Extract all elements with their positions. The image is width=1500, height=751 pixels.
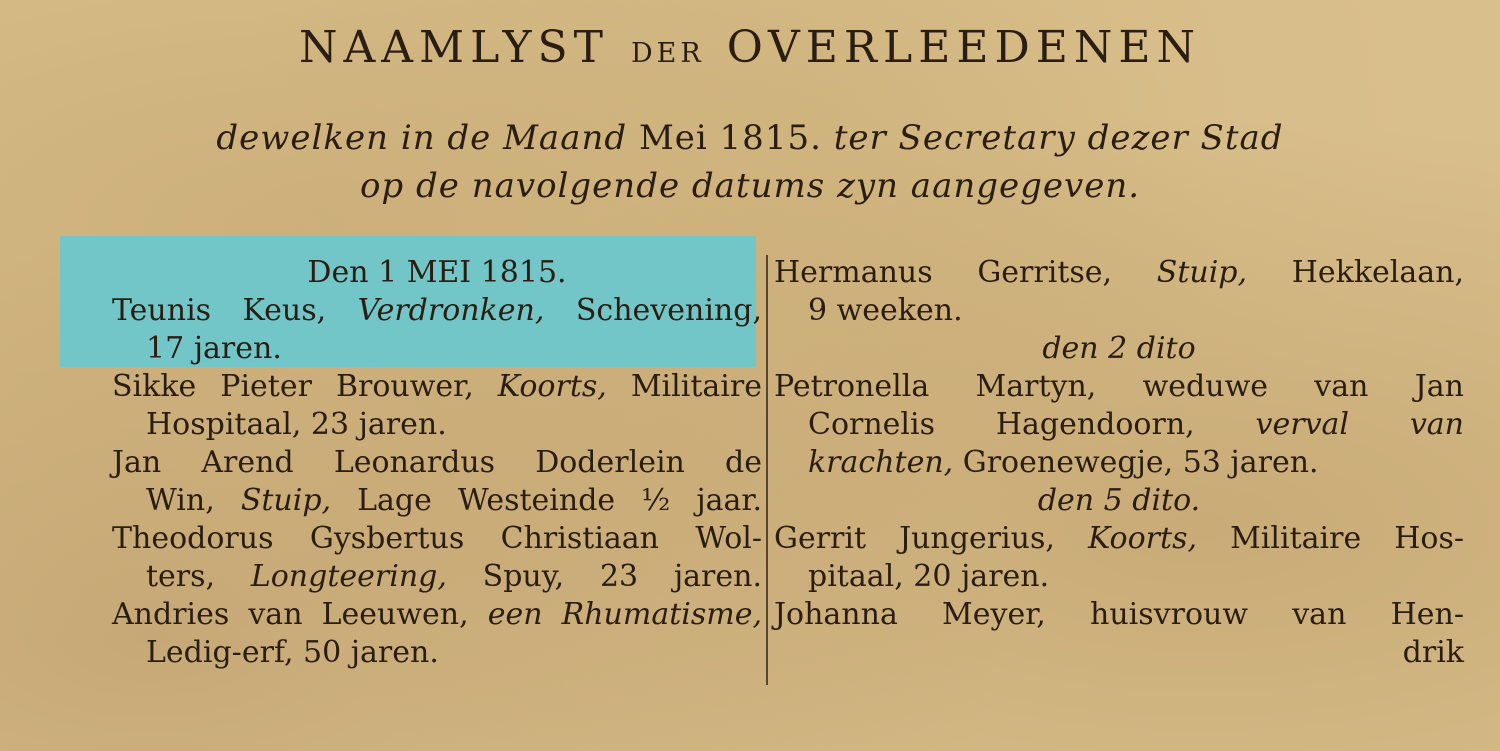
entry-cause: verval van: [1255, 407, 1464, 442]
entry-continuation: pitaal, 20 jaren.: [808, 559, 1050, 594]
entry-cause: Stuip,: [1156, 255, 1248, 290]
entry-cause: Longteering,: [250, 559, 447, 594]
entry-continuation: [774, 444, 1464, 482]
entry-cause: krachten,: [808, 445, 954, 480]
entry-line: [112, 368, 762, 406]
right-column: [774, 254, 1464, 672]
entry-line: Petronella Martyn, weduwe van Jan: [774, 369, 1464, 404]
entry-place: Schevening,: [575, 293, 762, 328]
left-column: [112, 254, 762, 672]
title-part-b: OVERLEEDENEN: [726, 22, 1202, 73]
entry-line: Jan Arend Leonardus Doderlein de: [112, 445, 762, 480]
entry-line: [774, 406, 1464, 444]
subtitle-1a: dewelken in de Maand: [216, 118, 628, 158]
entry-place: Hekkelaan,: [1291, 255, 1464, 290]
date-heading: den 5 dito.: [1037, 483, 1201, 518]
entry-name: ters,: [146, 559, 216, 594]
date-heading: den 2 dito: [1042, 331, 1196, 366]
page-title: [0, 22, 1500, 73]
entry-name: Andries van Leeuwen,: [112, 597, 469, 632]
entry-name: Win,: [146, 483, 215, 518]
column-divider: [766, 255, 768, 685]
subtitle-line-2: op de navolgende datums zyn aangegeven.: [359, 166, 1141, 206]
entry-line: [112, 558, 762, 596]
entry-cause: een Rhumatisme,: [487, 597, 762, 632]
entry-cause: Verdronken,: [357, 293, 545, 328]
entry-line: [774, 520, 1464, 558]
entry-continuation: 9 weeken.: [808, 293, 963, 328]
entry-place: Lage Westeinde ½ jaar.: [357, 483, 762, 518]
date-heading: Den 1 MEI 1815.: [307, 255, 567, 290]
entry-name: Cornelis Hagendoorn,: [808, 407, 1195, 442]
entry-name: Teunis Keus,: [112, 293, 327, 328]
entry-line: [112, 482, 762, 520]
entry-name: Gerrit Jungerius,: [774, 521, 1055, 556]
entry-line: [774, 254, 1464, 292]
entry-continuation: 17 jaren.: [146, 331, 282, 366]
entry-cause: Koorts,: [497, 369, 607, 404]
entry-name: Sikke Pieter Brouwer,: [112, 369, 474, 404]
entry-line: [112, 596, 762, 634]
entry-cause: Koorts,: [1087, 521, 1198, 556]
entry-line: Theodorus Gysbertus Christiaan Wol-: [112, 521, 762, 556]
subtitle-line-1: [0, 118, 1500, 158]
entry-place: Militaire: [630, 369, 762, 404]
entry-cause: Stuip,: [240, 483, 332, 518]
entry-name: Hermanus Gerritse,: [774, 255, 1113, 290]
entry-line: Johanna Meyer, huisvrouw van Hen-: [774, 597, 1464, 632]
entry-place: Groenewegje, 53 jaren.: [962, 445, 1319, 480]
title-part-a: NAAMLYST: [298, 22, 610, 73]
entry-line: [112, 292, 762, 330]
subtitle-month: Mei 1815.: [638, 118, 822, 158]
entry-place: Spuy, 23 jaren.: [482, 559, 762, 594]
title-der: DER: [631, 38, 705, 69]
entry-continuation: Ledig-erf, 50 jaren.: [146, 635, 439, 670]
entry-continuation: drik: [1402, 635, 1464, 670]
entry-continuation: Hospitaal, 23 jaren.: [146, 407, 447, 442]
entry-place: Militaire Hos-: [1230, 521, 1464, 556]
subtitle-1b: ter Secretary dezer Stad: [833, 118, 1284, 158]
